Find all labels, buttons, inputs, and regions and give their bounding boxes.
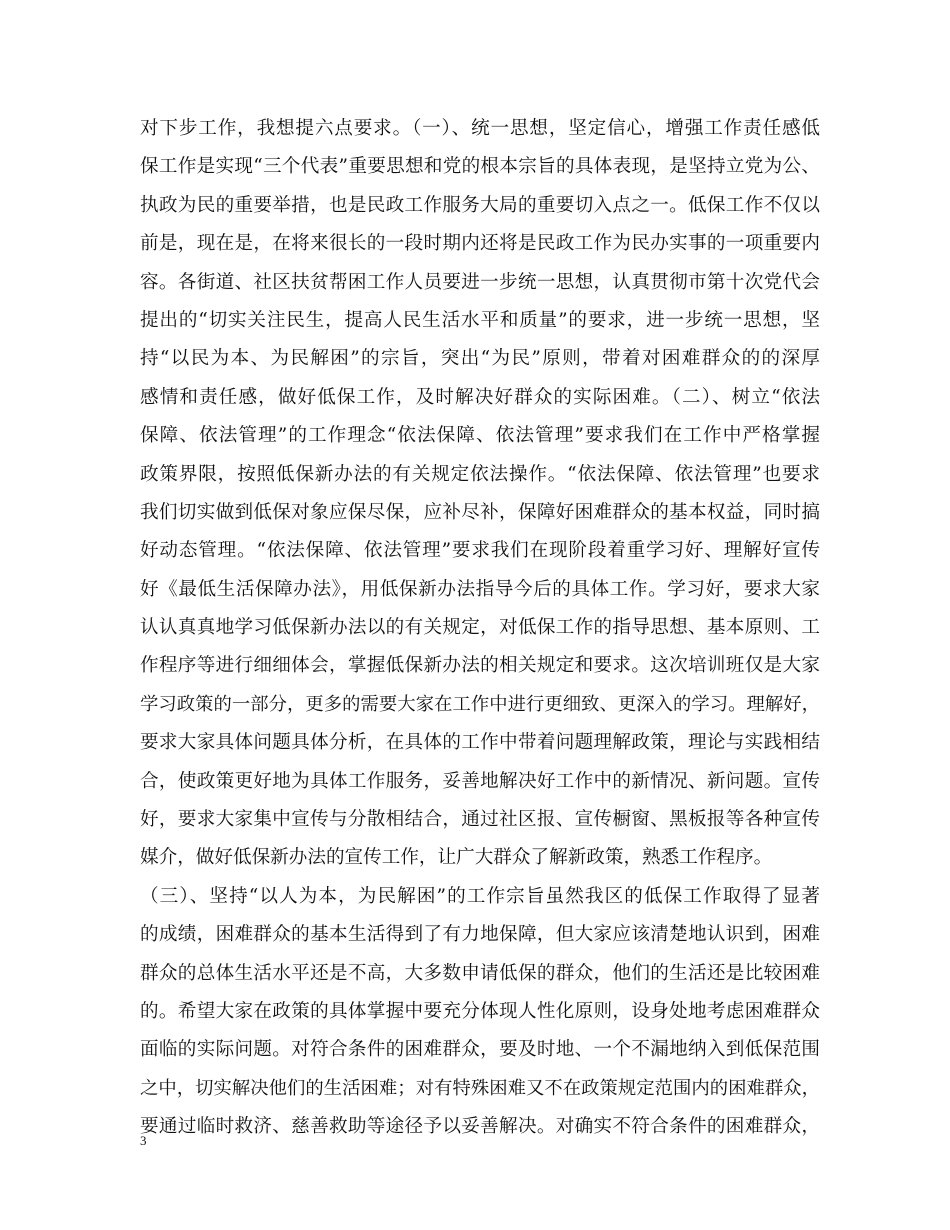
text-line: 保障、依法管理”的工作理念“依法保障、依法管理”要求我们在工作中严格掌握 [140, 425, 820, 447]
text-line: 政策界限，按照低保新办法的有关规定依法操作。“依法保障、依法管理”也要求 [140, 463, 820, 485]
page-number: 3 [140, 1133, 147, 1148]
text-line: 我们切实做到低保对象应保尽保，应补尽补，保障好困难群众的基本权益，同时搞 [140, 501, 820, 523]
text-line: 群众的总体生活水平还是不高，大多数申请低保的群众，他们的生活还是比较困难 [140, 962, 820, 984]
text-line: 媒介，做好低保新办法的宣传工作，让广大群众了解新政策，熟悉工作程序。 [140, 847, 773, 869]
text-line: 保工作是实现“三个代表”重要思想和党的根本宗旨的具体表现，是坚持立党为公、 [140, 156, 820, 178]
body-text [140, 110, 820, 1147]
text-line: 要求大家具体问题具体分析，在具体的工作中带着问题理解政策，理论与实践相结 [140, 732, 820, 754]
text-line: 之中，切实解决他们的生活困难；对有特殊困难又不在政策规定范围内的困难群众， [140, 1077, 820, 1099]
text-line: 执政为民的重要举措，也是民政工作服务大局的重要切入点之一。低保工作不仅以 [140, 194, 820, 216]
text-line: 持“以民为本、为民解困”的宗旨，突出“为民”原则，带着对困难群众的的深厚 [140, 348, 820, 370]
text-line: 好，要求大家集中宣传与分散相结合，通过社区报、宣传橱窗、黑板报等各种宣传 [140, 809, 820, 831]
text-line: 感情和责任感，做好低保工作，及时解决好群众的实际困难。（二）、树立“依法 [140, 386, 820, 408]
text-line: 作程序等进行细细体会，掌握低保新办法的相关规定和要求。这次培训班仅是大家 [140, 655, 820, 677]
text-line: （三）、坚持“以人为本，为民解困”的工作宗旨虽然我区的低保工作取得了显著 [140, 885, 820, 907]
text-line: 前是，现在是，在将来很长的一段时期内还将是民政工作为民办实事的一项重要内 [140, 233, 820, 255]
text-line: 的。希望大家在政策的具体掌握中要充分体现人性化原则，设身处地考虑困难群众 [140, 1000, 820, 1022]
text-line: 合，使政策更好地为具体工作服务，妥善地解决好工作中的新情况、新问题。宣传 [140, 770, 820, 792]
text-line: 要通过临时救济、慈善救助等途径予以妥善解决。对确实不符合条件的困难群众， [140, 1116, 820, 1138]
text-line: 提出的“切实关注民生，提高人民生活水平和质量”的要求，进一步统一思想，坚 [140, 309, 820, 331]
text-line: 面临的实际问题。对符合条件的困难群众，要及时地、一个不漏地纳入到低保范围 [140, 1039, 820, 1061]
text-line: 的成绩，困难群众的基本生活得到了有力地保障，但大家应该清楚地认识到，困难 [140, 924, 820, 946]
text-line: 认认真真地学习低保新办法以的有关规定，对低保工作的指导思想、基本原则、工 [140, 617, 820, 639]
text-line: 好动态管理。“依法保障、依法管理”要求我们在现阶段着重学习好、理解好宣传 [140, 540, 820, 562]
text-line: 学习政策的一部分，更多的需要大家在工作中进行更细致、更深入的学习。理解好， [140, 693, 820, 715]
text-line: 对下步工作，我想提六点要求。（一）、统一思想，坚定信心，增强工作责任感低 [140, 118, 820, 139]
text-line: 好《最低生活保障办法》，用低保新办法指导今后的具体工作。学习好，要求大家 [140, 578, 820, 600]
text-line: 容。各街道、社区扶贫帮困工作人员要进一步统一思想，认真贯彻市第十次党代会 [140, 271, 820, 293]
